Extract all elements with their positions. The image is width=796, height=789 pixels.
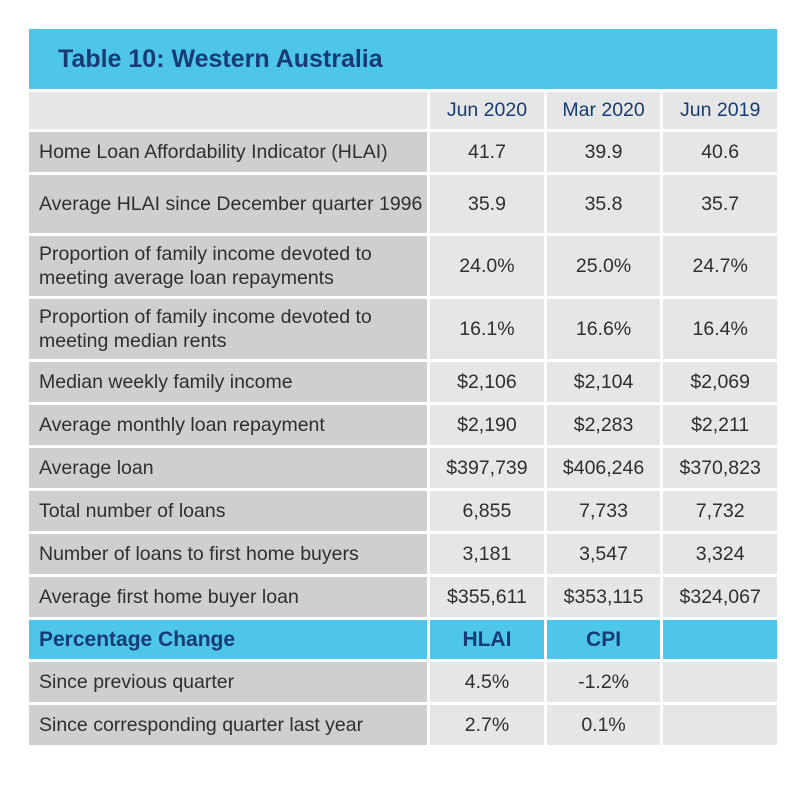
- row-value: 3,324: [663, 534, 777, 574]
- row-label: Proportion of family income devoted to meeting average loan repayments: [29, 236, 427, 296]
- table-row: [29, 705, 777, 745]
- column-header: Jun 2019: [663, 92, 777, 129]
- row-value: $2,211: [663, 405, 777, 445]
- table-row: [29, 132, 777, 172]
- row-value: 16.1%: [430, 299, 544, 359]
- row-value: 35.7: [663, 175, 777, 233]
- row-value: 7,732: [663, 491, 777, 531]
- row-value: 41.7: [430, 132, 544, 172]
- affordability-table: [29, 29, 777, 748]
- row-value: 4.5%: [430, 662, 544, 702]
- table-row: [29, 175, 777, 233]
- row-label: Average HLAI since December quarter 1996: [29, 175, 427, 233]
- row-value: $355,611: [430, 577, 544, 617]
- column-header: Jun 2020: [430, 92, 544, 129]
- percentage-change-title: Percentage Change: [29, 620, 427, 659]
- empty-cell: [663, 662, 777, 702]
- row-value: 16.4%: [663, 299, 777, 359]
- row-value: $2,106: [430, 362, 544, 402]
- table-row: [29, 448, 777, 488]
- row-label: Average first home buyer loan: [29, 577, 427, 617]
- table-row: [29, 362, 777, 402]
- row-label: Total number of loans: [29, 491, 427, 531]
- row-label: Home Loan Affordability Indicator (HLAI): [29, 132, 427, 172]
- row-value: $324,067: [663, 577, 777, 617]
- column-header: HLAI: [430, 620, 544, 659]
- row-label: Average monthly loan repayment: [29, 405, 427, 445]
- table-row: [29, 534, 777, 574]
- empty-cell: [663, 620, 777, 659]
- table-title: Table 10: Western Australia: [29, 29, 777, 89]
- row-value: 3,547: [547, 534, 661, 574]
- row-value: 3,181: [430, 534, 544, 574]
- row-value: 40.6: [663, 132, 777, 172]
- row-value: $2,069: [663, 362, 777, 402]
- table-row: [29, 491, 777, 531]
- row-value: $2,104: [547, 362, 661, 402]
- empty-cell: [663, 705, 777, 745]
- row-value: $370,823: [663, 448, 777, 488]
- row-value: 35.9: [430, 175, 544, 233]
- percentage-change-header-row: [29, 620, 777, 659]
- row-label: Number of loans to first home buyers: [29, 534, 427, 574]
- table-row: [29, 662, 777, 702]
- row-value: 35.8: [547, 175, 661, 233]
- row-label: Since corresponding quarter last year: [29, 705, 427, 745]
- row-label: Proportion of family income devoted to meeting median rents: [29, 299, 427, 359]
- row-value: $2,190: [430, 405, 544, 445]
- row-value: 6,855: [430, 491, 544, 531]
- row-value: $406,246: [547, 448, 661, 488]
- table-row: [29, 299, 777, 359]
- table-row: [29, 577, 777, 617]
- row-label: Since previous quarter: [29, 662, 427, 702]
- row-label: Median weekly family income: [29, 362, 427, 402]
- data-table: [26, 89, 780, 748]
- row-value: $397,739: [430, 448, 544, 488]
- row-value: -1.2%: [547, 662, 661, 702]
- row-value: 39.9: [547, 132, 661, 172]
- row-value: 0.1%: [547, 705, 661, 745]
- row-label: Average loan: [29, 448, 427, 488]
- column-header: CPI: [547, 620, 661, 659]
- row-value: 25.0%: [547, 236, 661, 296]
- row-value: 7,733: [547, 491, 661, 531]
- row-value: 2.7%: [430, 705, 544, 745]
- table-row: [29, 405, 777, 445]
- row-value: $353,115: [547, 577, 661, 617]
- header-blank-cell: [29, 92, 427, 129]
- column-header-row: [29, 92, 777, 129]
- table-row: [29, 236, 777, 296]
- row-value: 16.6%: [547, 299, 661, 359]
- column-header: Mar 2020: [547, 92, 661, 129]
- row-value: $2,283: [547, 405, 661, 445]
- row-value: 24.0%: [430, 236, 544, 296]
- row-value: 24.7%: [663, 236, 777, 296]
